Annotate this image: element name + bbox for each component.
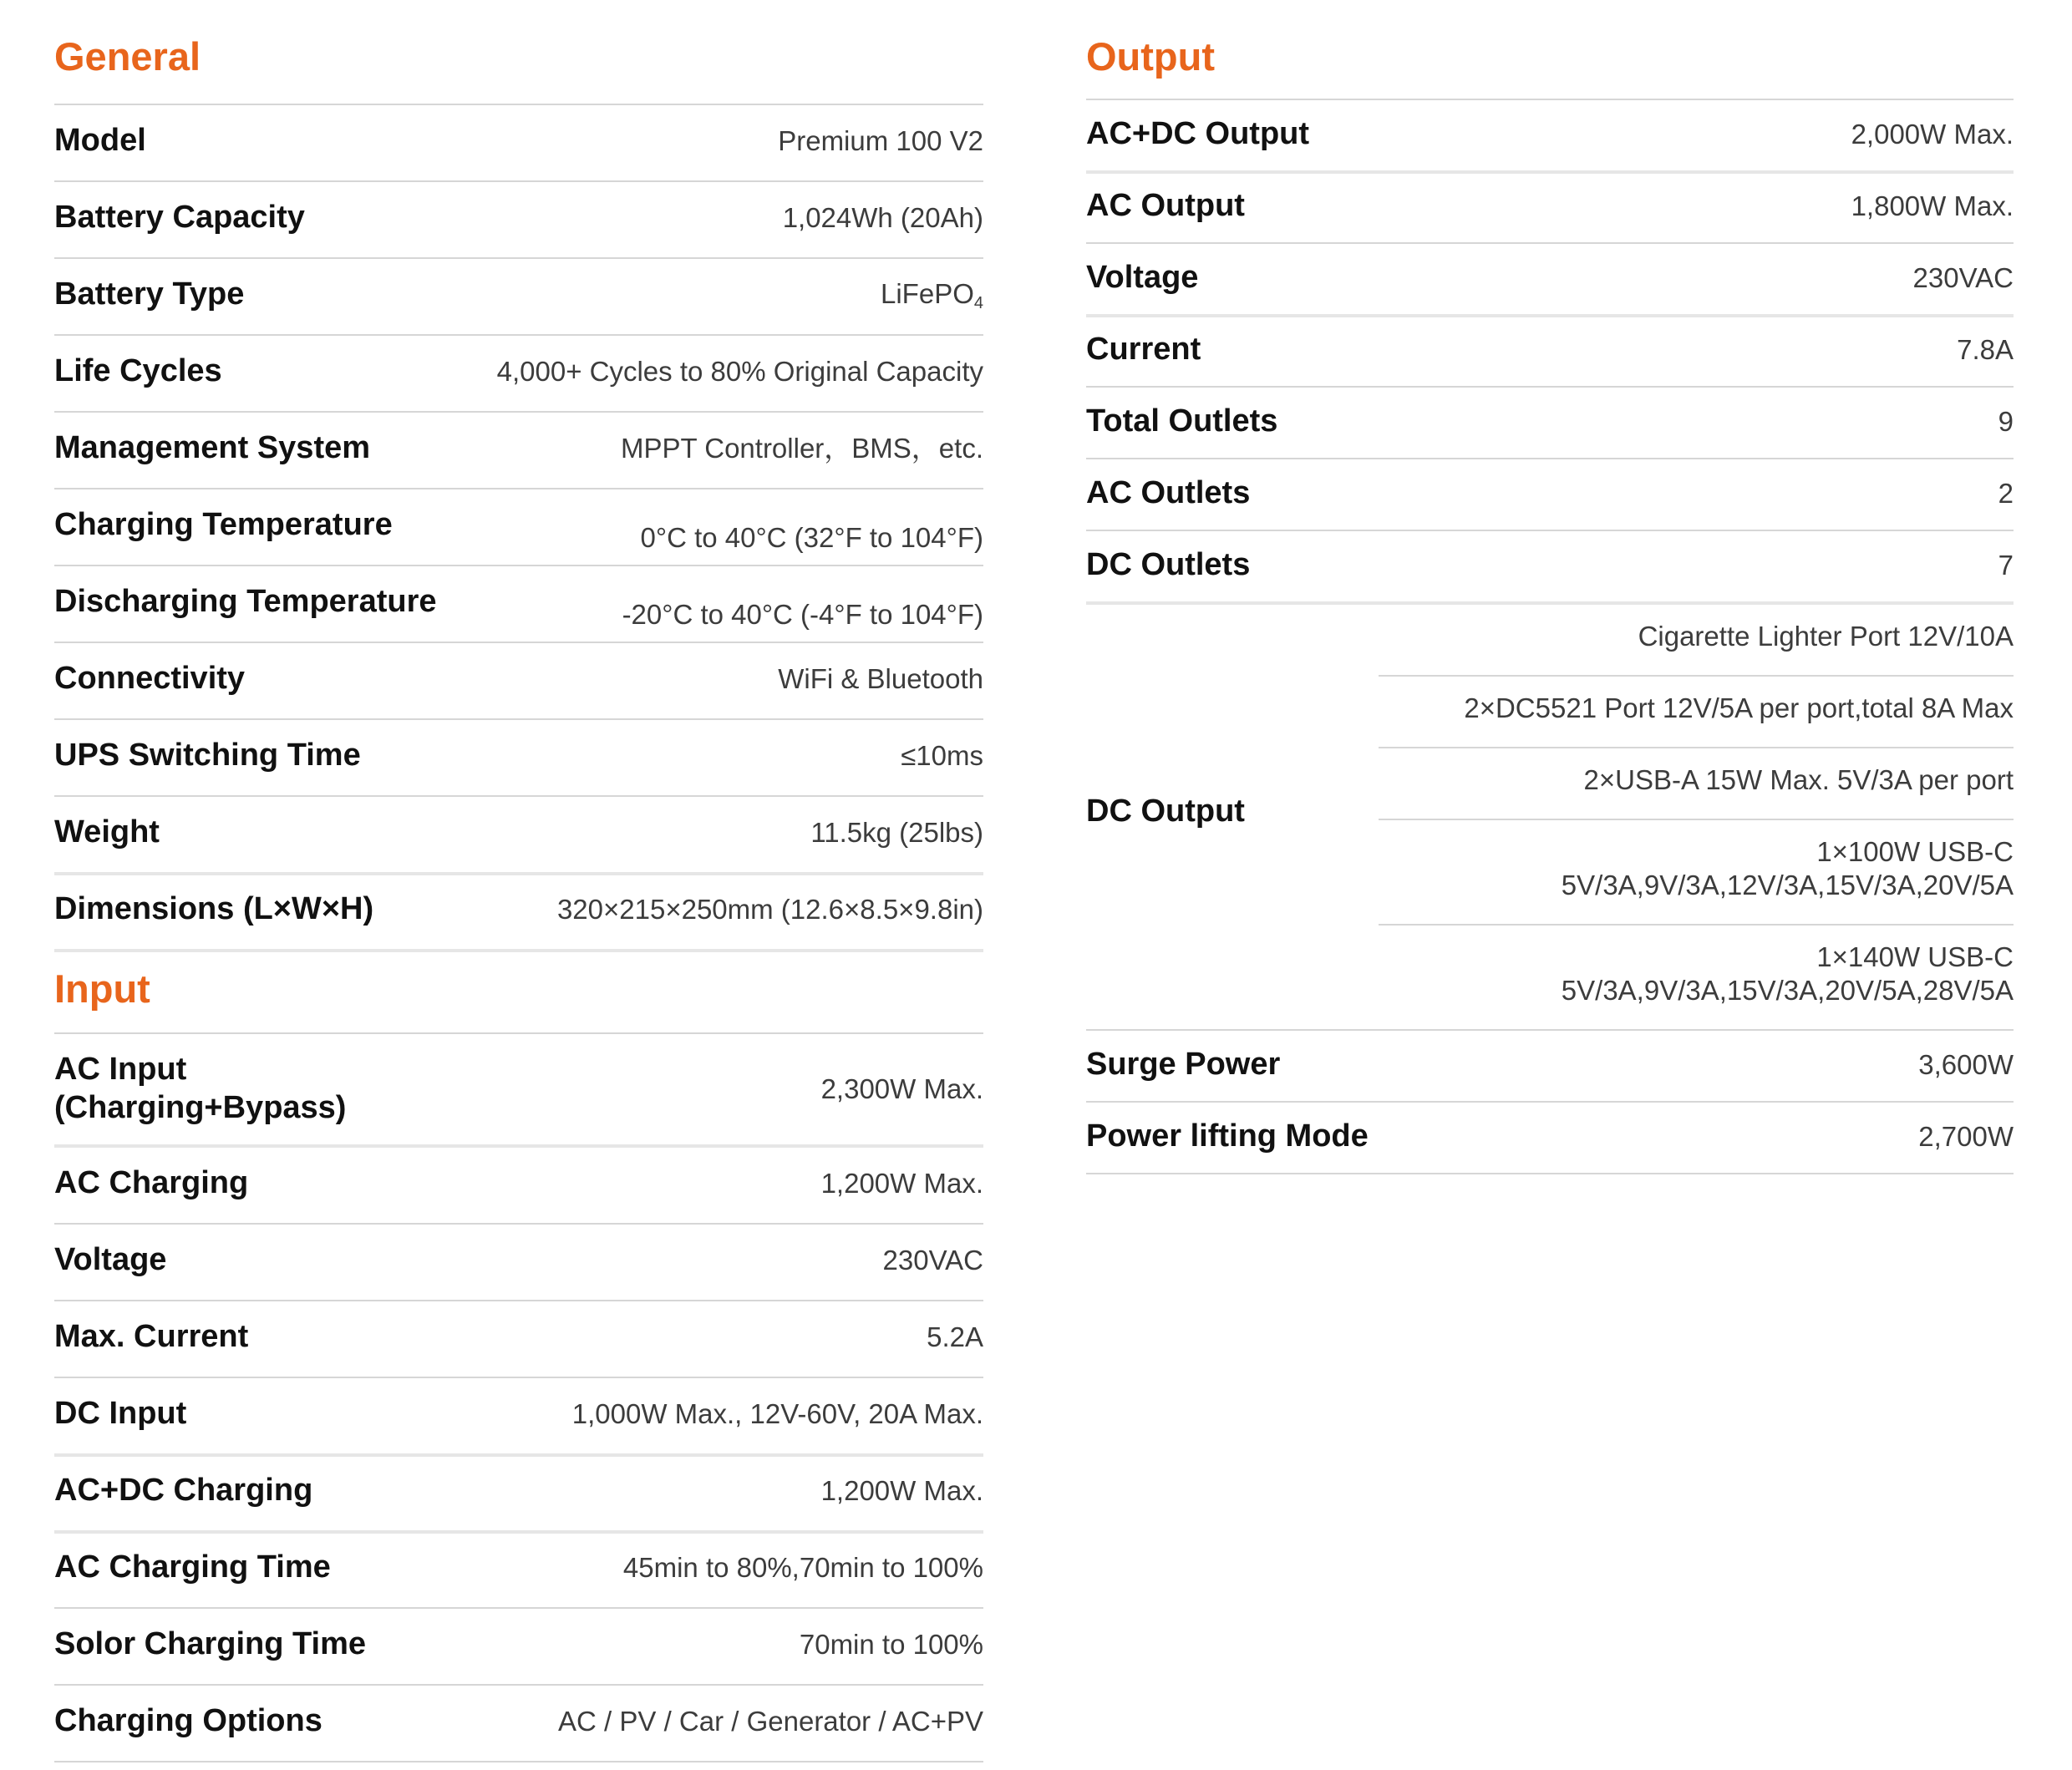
spec-value: 2,000W Max. — [1851, 119, 2014, 150]
spec-label: AC Outlets — [1086, 475, 1251, 511]
spec-value: 9 — [1998, 406, 2014, 438]
spec-label: Charging Options — [54, 1703, 322, 1739]
spec-label: DC Input — [54, 1396, 187, 1432]
dc-output-item-line1: Cigarette Lighter Port 12V/10A — [1638, 621, 2014, 652]
spec-label: UPS Switching Time — [54, 738, 361, 773]
spec-label: Total Outlets — [1086, 403, 1278, 439]
spec-row-connectivity — [54, 642, 983, 717]
spec-row-dc-input — [54, 1377, 983, 1452]
spec-value: 45min to 80%,70min to 100% — [622, 1552, 983, 1584]
spec-row-max-current — [54, 1300, 983, 1375]
spec-value: 1,024Wh (20Ah) — [782, 202, 983, 234]
divider — [1379, 747, 2014, 748]
spec-row-ac-charging — [54, 1146, 983, 1221]
spec-row-power-lifting-mode — [1086, 1101, 2014, 1173]
dc-output-item-line1: 2×USB-A 15W Max. 5V/3A per port — [1583, 764, 2014, 795]
spec-row-life-cycles — [54, 334, 983, 409]
dc-output-item — [1379, 835, 2014, 902]
spec-label: Life Cycles — [54, 353, 222, 389]
spec-label: Battery Capacity — [54, 200, 305, 236]
spec-label-line2: (Charging+Bypass) — [54, 1090, 347, 1125]
spec-value: Premium 100 V2 — [778, 125, 983, 157]
spec-row-ac-charging-time — [54, 1530, 983, 1605]
spec-row-ac-dc-charging — [54, 1453, 983, 1529]
spec-value: ≤10ms — [901, 740, 983, 772]
dc-output-item — [1379, 763, 2014, 797]
spec-row-ac-output — [1086, 170, 2014, 242]
spec-label: Battery Type — [54, 276, 245, 312]
spec-row-ac-input — [54, 1036, 983, 1143]
spec-value: 2,700W — [1918, 1121, 2014, 1153]
spec-value: 1,000W Max., 12V-60V, 20A Max. — [571, 1398, 983, 1430]
spec-value: 2,300W Max. — [820, 1073, 983, 1105]
divider — [54, 1761, 983, 1762]
spec-label: Power lifting Mode — [1086, 1118, 1369, 1154]
divider — [1379, 819, 2014, 820]
general-title: General — [54, 34, 201, 79]
spec-label: Charging Temperature — [54, 507, 393, 543]
dc-output-item — [1379, 941, 2014, 1007]
spec-row-management-system — [54, 411, 983, 486]
spec-label: Max. Current — [54, 1319, 249, 1355]
spec-value: 230VAC — [882, 1245, 983, 1276]
divider — [1379, 675, 2014, 677]
spec-value: 230VAC — [1912, 262, 2014, 294]
spec-row-ups-switching-time — [54, 718, 983, 794]
spec-label: Discharging Temperature — [54, 584, 437, 620]
dc-output-item — [1379, 620, 2014, 653]
spec-row-voltage — [54, 1223, 983, 1298]
chemistry-text: LiFePO — [881, 277, 974, 309]
spec-row-surge-power — [1086, 1029, 2014, 1101]
spec-value: -20°C to 40°C (-4°F to 104°F) — [622, 599, 983, 631]
spec-value: 11.5kg (25lbs) — [810, 817, 983, 849]
spec-label — [54, 1051, 346, 1127]
spec-label: Management System — [54, 430, 371, 466]
spec-label: Dimensions (L×W×H) — [54, 891, 374, 927]
spec-value — [881, 277, 983, 313]
dc-output-item-line2: 5V/3A,9V/3A,15V/3A,20V/5A,28V/5A — [1561, 975, 2014, 1006]
spec-row-current — [1086, 314, 2014, 386]
spec-value: 7.8A — [1957, 334, 2014, 366]
spec-label: Surge Power — [1086, 1047, 1281, 1083]
spec-row-model — [54, 104, 983, 179]
spec-label: Current — [1086, 332, 1201, 368]
spec-row-battery-capacity — [54, 180, 983, 256]
spec-row-charging-temperature — [54, 488, 983, 563]
spec-value: 3,600W — [1918, 1049, 2014, 1081]
spec-value: 4,000+ Cycles to 80% Original Capacity — [496, 356, 983, 388]
spec-row-ac-dc-output — [1086, 99, 2014, 170]
spec-value: 7 — [1998, 550, 2014, 581]
spec-label: AC+DC Output — [1086, 116, 1310, 152]
divider — [54, 949, 983, 952]
spec-label: Weight — [54, 814, 160, 850]
spec-value: 70min to 100% — [799, 1629, 983, 1661]
spec-value: 5.2A — [927, 1321, 983, 1353]
spec-label: AC Charging Time — [54, 1549, 331, 1585]
divider — [1379, 924, 2014, 926]
dc-output-item-line2: 5V/3A,9V/3A,12V/3A,15V/3A,20V/5A — [1561, 870, 2014, 900]
spec-row-dc-outlets — [1086, 530, 2014, 601]
output-title: Output — [1086, 34, 1215, 79]
spec-row-output-voltage — [1086, 242, 2014, 314]
spec-label: AC Output — [1086, 188, 1245, 224]
spec-value: MPPT Controller，BMS，etc. — [621, 433, 983, 464]
spec-row-discharging-temperature — [54, 565, 983, 640]
dc-output-item-line1: 1×100W USB-C — [1816, 836, 2014, 867]
spec-row-dimensions — [54, 872, 983, 947]
spec-label: AC+DC Charging — [54, 1473, 313, 1509]
divider — [1086, 1173, 2014, 1174]
spec-label-line1: AC Input — [54, 1052, 187, 1088]
spec-value: 1,200W Max. — [820, 1168, 983, 1199]
chemistry-subscript: 4 — [973, 293, 983, 312]
spec-value: 2 — [1998, 478, 2014, 510]
spec-value: WiFi & Bluetooth — [778, 663, 983, 695]
spec-value: 1,200W Max. — [820, 1475, 983, 1507]
spec-value: AC / PV / Car / Generator / AC+PV — [558, 1706, 983, 1737]
dc-output-item-line1: 1×140W USB-C — [1816, 941, 2014, 972]
input-title: Input — [54, 966, 150, 1011]
spec-value: 0°C to 40°C (32°F to 104°F) — [640, 522, 983, 554]
spec-label: Connectivity — [54, 661, 246, 697]
spec-label: DC Outlets — [1086, 547, 1251, 583]
spec-row-battery-type — [54, 257, 983, 332]
spec-label: Model — [54, 123, 146, 159]
spec-value: 320×215×250mm (12.6×8.5×9.8in) — [556, 894, 983, 926]
dc-output-label: DC Output — [1086, 794, 1245, 829]
spec-row-solor-charging-time — [54, 1607, 983, 1682]
spec-label: Voltage — [54, 1242, 167, 1278]
spec-label: AC Charging — [54, 1165, 249, 1201]
dc-output-item-line1: 2×DC5521 Port 12V/5A per port,total 8A Max — [1464, 692, 2014, 723]
divider — [54, 1032, 983, 1034]
spec-value: 1,800W Max. — [1851, 190, 2014, 222]
spec-row-total-outlets — [1086, 386, 2014, 458]
dc-output-item — [1379, 692, 2014, 725]
spec-label: Solor Charging Time — [54, 1626, 367, 1662]
spec-row-weight — [54, 795, 983, 870]
spec-label: Voltage — [1086, 260, 1199, 296]
spec-row-ac-outlets — [1086, 458, 2014, 530]
dc-output-list — [1379, 603, 2014, 1029]
spec-row-charging-options — [54, 1684, 983, 1759]
